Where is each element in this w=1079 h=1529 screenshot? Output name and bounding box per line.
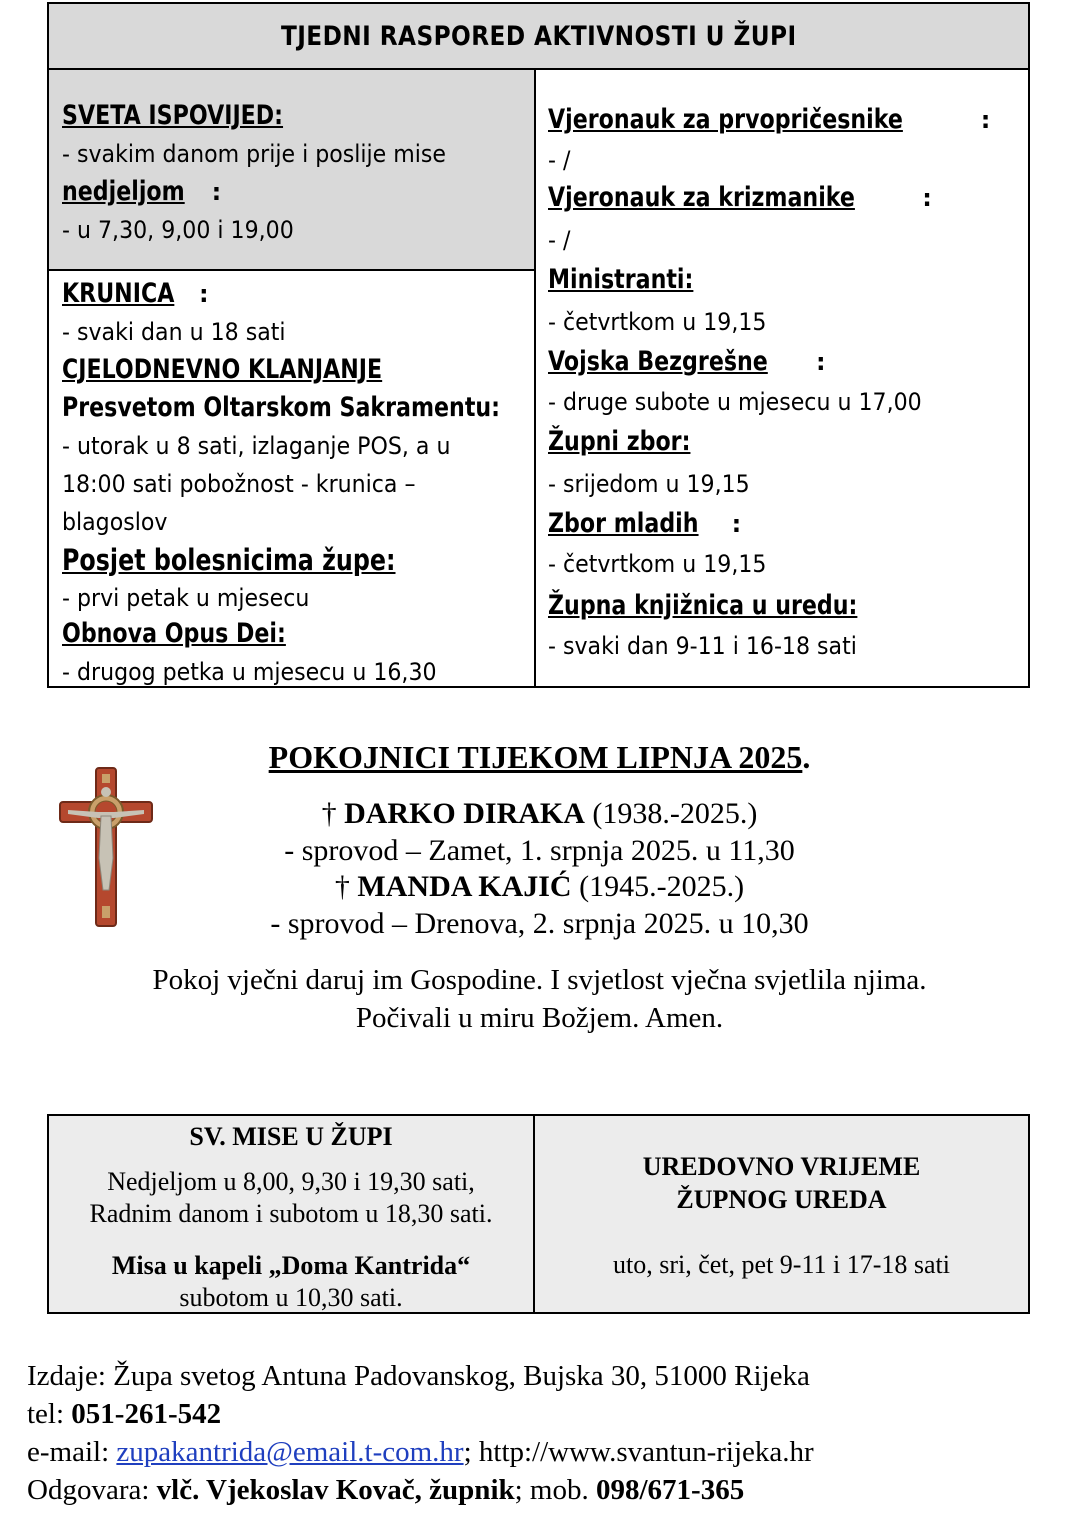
legion-heading: Vojska Bezgrešne: [548, 346, 768, 377]
legion-time: - druge subote u mjesecu u 17,00: [548, 388, 922, 416]
schedule-title: [49, 4, 1028, 70]
responsible-name: vlč. Vjekoslav Kovač, župnik: [156, 1474, 515, 1506]
sundays-times: - u 7,30, 9,00 i 19,00: [62, 216, 294, 244]
adoration-line-3: blagoslov: [62, 508, 168, 536]
youth-choir-colon: :: [731, 510, 742, 538]
email-link[interactable]: zupakantrida@email.t-com.hr: [116, 1436, 464, 1468]
youth-choir-heading: Zbor mladih: [548, 508, 699, 539]
left-column-lower: [62, 275, 596, 691]
altar-servers-time: - četvrtkom u 19,15: [548, 308, 767, 336]
chapel-mass: Misa u kapeli „Doma Kantrida“: [111, 1251, 471, 1280]
office-title-2: ŽUPNOG UREDA: [676, 1185, 887, 1214]
opus-dei-time: - drugog petka u mjesecu u 16,30: [62, 658, 437, 686]
deceased-1-funeral: - sprovod – Zamet, 1. srpnja 2025. u 11,30: [284, 834, 795, 867]
right-column: [548, 100, 990, 666]
confirmation-value: - /: [548, 226, 571, 254]
office-title-1: UREDOVNO VRIJEME: [642, 1152, 921, 1181]
mobile-number: 098/671-365: [596, 1474, 745, 1506]
sick-visit-time: - prvi petak u mjesecu: [62, 584, 310, 612]
rosary-colon: :: [199, 280, 209, 308]
rosary-heading: KRUNICA: [62, 278, 175, 309]
library-heading: Župna knjižnica u uredu:: [548, 590, 858, 621]
parish-choir-heading: Župni zbor:: [548, 426, 691, 457]
footer-tel: tel: 051-261-542: [27, 1398, 222, 1430]
sundays-colon: :: [211, 178, 222, 206]
footer-contact: e-mail: zupakantrida@email.t-com.hr; http://www.svantun-rijeka.hr: [27, 1436, 814, 1468]
deceased-2-funeral: - sprovod – Drenova, 2. srpnja 2025. u 10,30: [270, 907, 809, 940]
parish-choir-time: - srijedom u 19,15: [548, 470, 750, 498]
sick-visit-heading: Posjet bolesnicima župe:: [62, 543, 396, 577]
website-text: ; http://www.svantun-rijeka.hr: [463, 1436, 814, 1468]
deceased-1: † DARKO DIRAKA (1938.-2025.): [321, 797, 758, 830]
first-communion-heading: Vjeronauk za prvopričesnike: [548, 104, 903, 135]
footer-publisher: Izdaje: Župa svetog Antuna Padovanskog, Bujska 30, 51000 Rijeka: [27, 1360, 810, 1392]
confession-daily: - svakim danom prije i poslije mise: [62, 140, 446, 168]
schedule-table: [47, 2, 1030, 688]
prayer-line-2: Počivali u miru Božjem. Amen.: [355, 1002, 724, 1034]
adoration-subheading: Presvetom Oltarskom Sakramentu:: [62, 392, 501, 423]
confirmation-colon: :: [922, 184, 932, 212]
youth-choir-time: - četvrtkom u 19,15: [548, 550, 767, 578]
masses-line-2: Radnim danom i subotom u 18,30 sati.: [89, 1199, 493, 1228]
first-communion-value: - /: [548, 146, 571, 174]
footer-responsible: Odgovara: vlč. Vjekoslav Kovač, župnik; mob. 098/671-365: [27, 1474, 745, 1506]
rosary-time: - svaki dan u 18 sati: [62, 318, 286, 346]
adoration-line-2: 18:00 sati pobožnost - krunica –: [62, 470, 416, 498]
deceased-title: POKOJNICI TIJEKOM LIPNJA 2025.: [268, 739, 811, 775]
first-communion-colon: :: [980, 106, 991, 134]
left-column: [62, 97, 479, 249]
chapel-mass-time: subotom u 10,30 sati.: [179, 1283, 403, 1312]
sundays-heading: nedjeljom: [62, 176, 185, 207]
phone-number: 051-261-542: [71, 1398, 222, 1430]
legion-colon: :: [816, 348, 826, 376]
library-time: - svaki dan 9-11 i 16-18 sati: [548, 632, 857, 660]
opus-dei-heading: Obnova Opus Dei:: [62, 618, 286, 649]
masses-title: SV. MISE U ŽUPI: [189, 1122, 393, 1151]
masses-line-1: Nedjeljom u 8,00, 9,30 i 19,30 sati,: [107, 1167, 475, 1196]
adoration-heading: CJELODNEVNO KLANJANJE: [62, 354, 383, 385]
altar-servers-heading: Ministranti:: [548, 264, 694, 295]
prayer-line-1: Pokoj vječni daruj im Gospodine. I svjetlost vječna svjetlila njima.: [152, 964, 927, 996]
office-hours: uto, sri, čet, pet 9-11 i 17-18 sati: [613, 1250, 950, 1279]
deceased-2: † MANDA KAJIĆ (1945.-2025.): [334, 870, 745, 903]
adoration-line-1: - utorak u 8 sati, izlaganje POS, a u: [62, 432, 451, 460]
confirmation-heading: Vjeronauk za krizmanike: [548, 182, 855, 213]
schedule-title-text: TJEDNI RASPORED AKTIVNOSTI U ŽUPI: [280, 20, 797, 52]
masses-office-table: [47, 1114, 1030, 1314]
confession-heading: SVETA ISPOVIJED:: [62, 100, 284, 131]
